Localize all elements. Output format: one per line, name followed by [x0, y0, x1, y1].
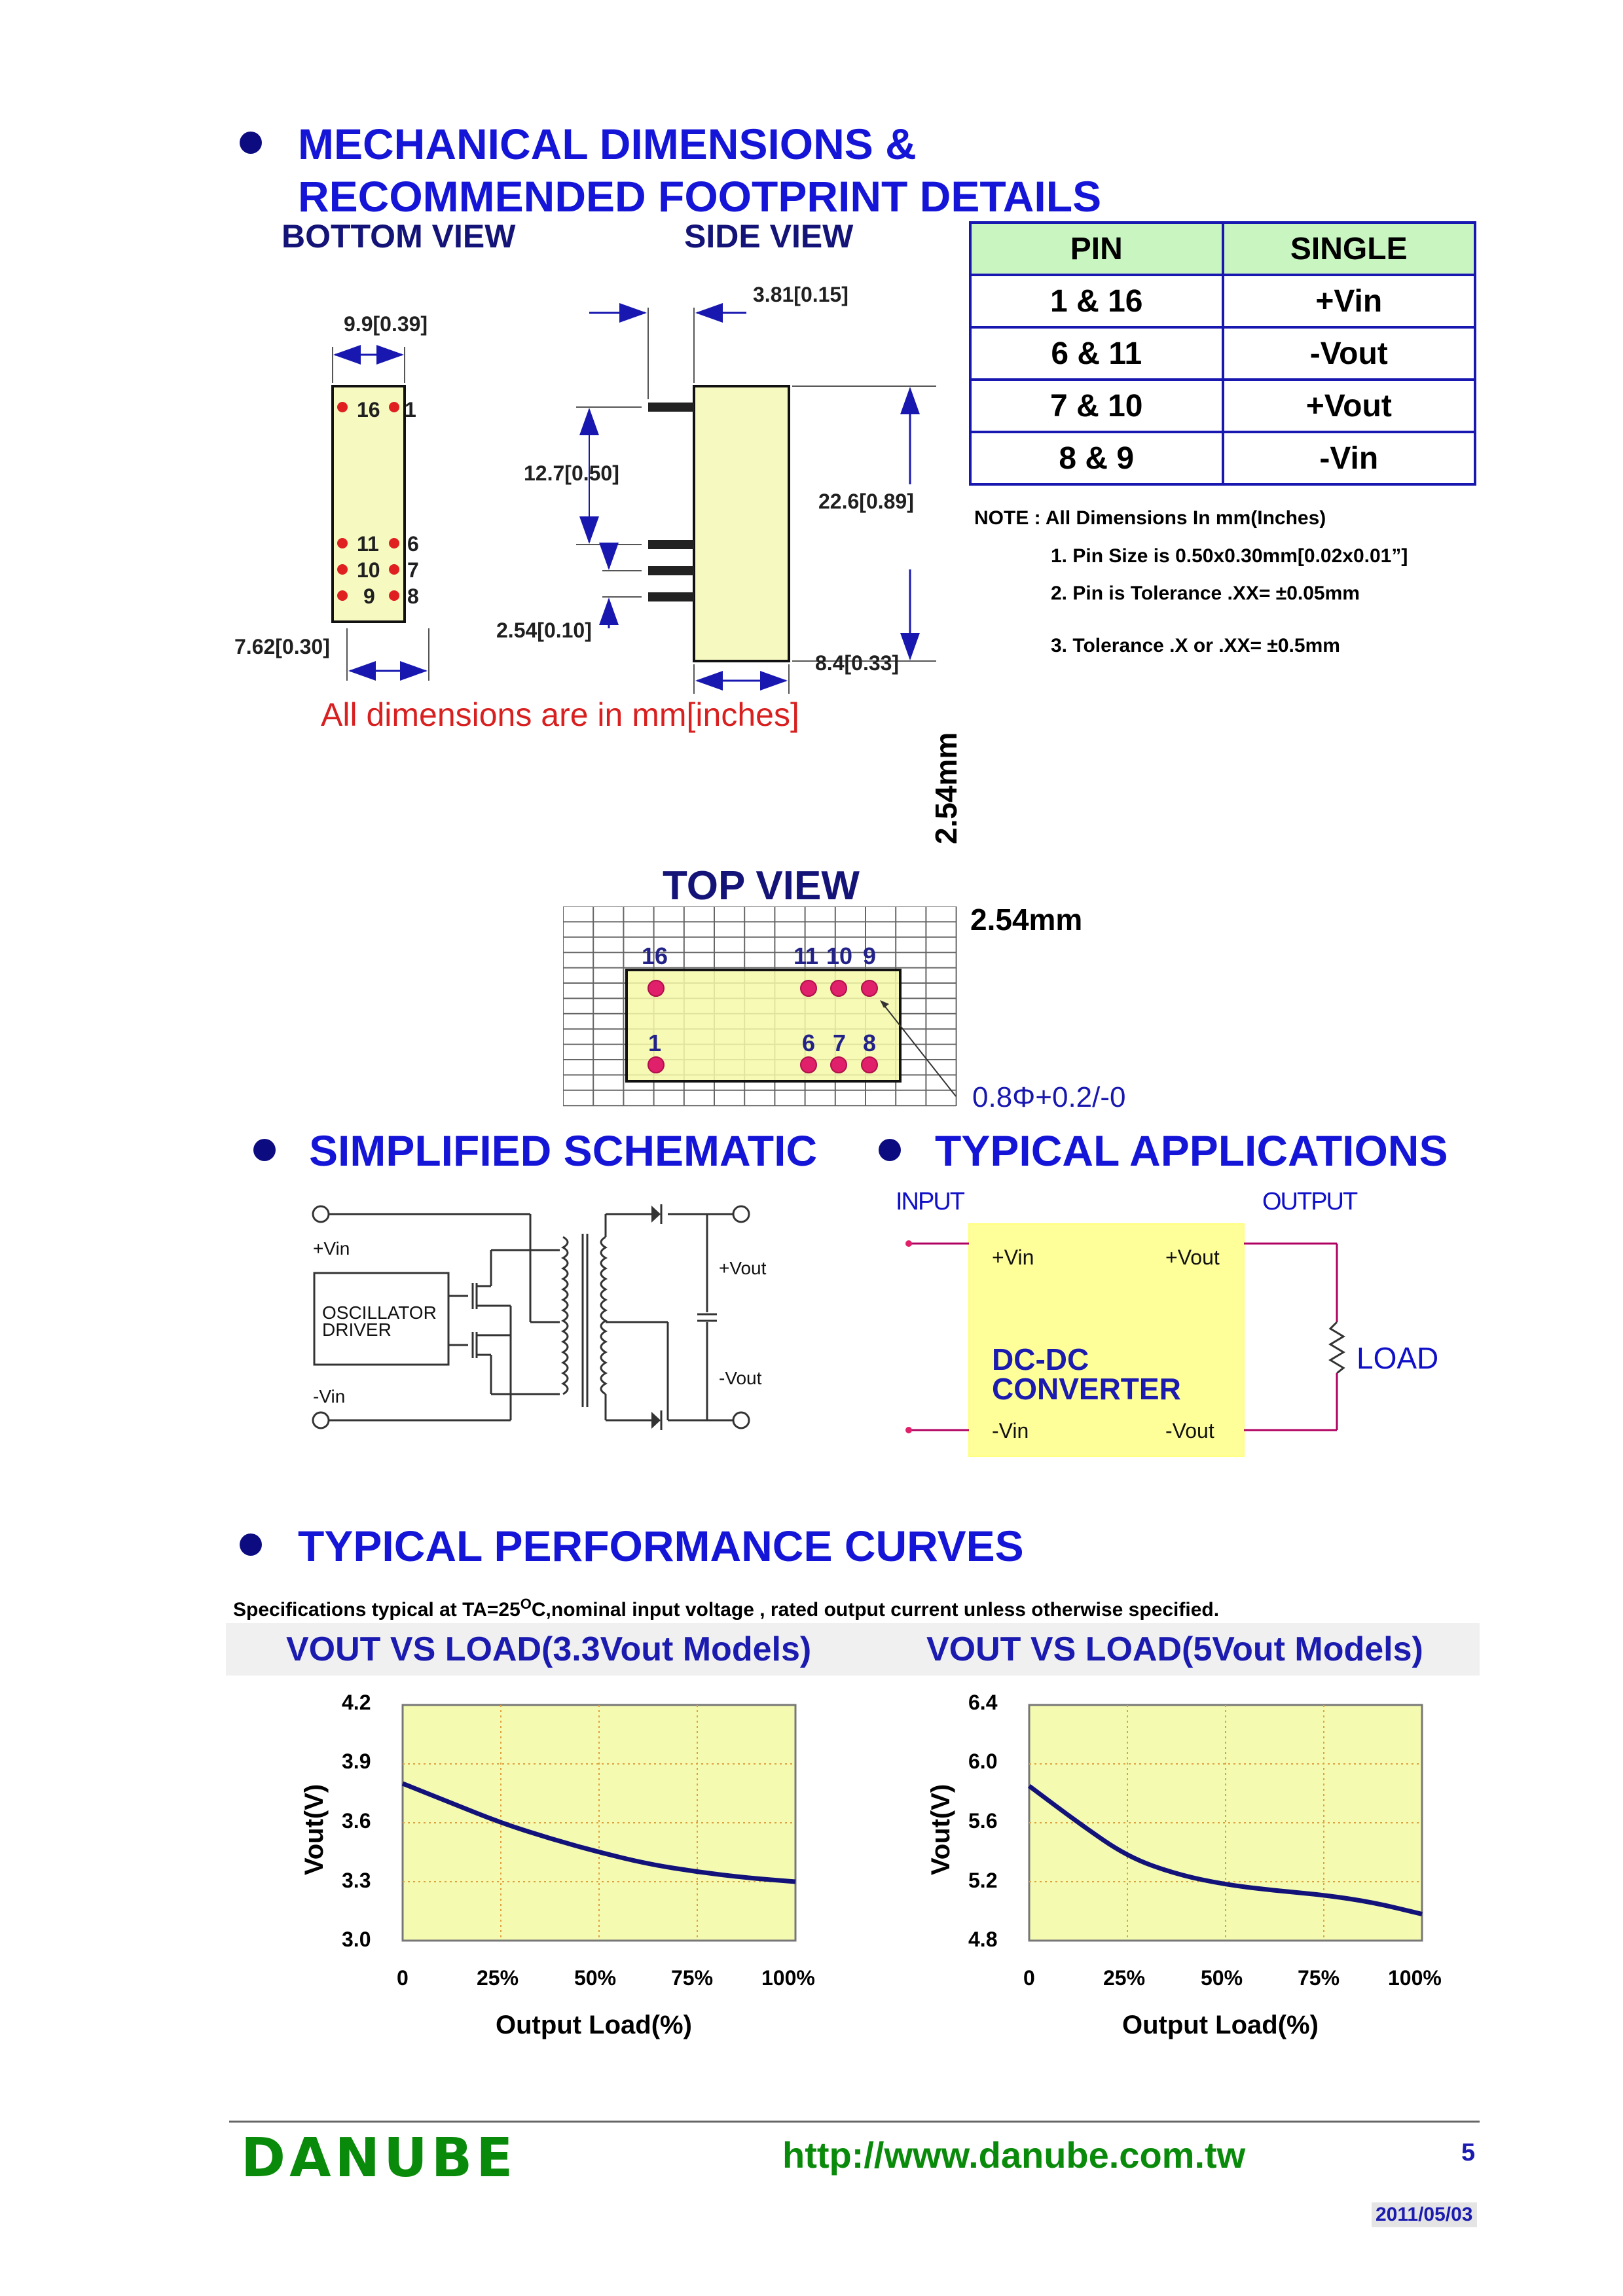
- spec-conditions: [233, 1596, 1219, 1621]
- bottom-pin-11: 11: [357, 532, 379, 556]
- footer-rule: [229, 2121, 1480, 2123]
- pin-cell: 6 & 11: [970, 327, 1223, 380]
- mechanical-heading-line1: MECHANICAL DIMENSIONS &: [298, 120, 917, 168]
- single-header: SINGLE: [1223, 223, 1476, 275]
- note-title: NOTE : All Dimensions In mm(Inches): [974, 507, 1326, 529]
- function-cell: +Vout: [1223, 380, 1476, 432]
- chart1-xtick: 50%: [574, 1966, 617, 1990]
- units-note: All dimensions are in mm[inches]: [321, 696, 799, 733]
- top-pin-7: 7: [833, 1030, 847, 1056]
- bottom-pin-16: 16: [357, 398, 380, 422]
- app-vout-neg: -Vout: [1165, 1419, 1214, 1443]
- pin-cell: 1 & 16: [970, 275, 1223, 327]
- page-number: 5: [1461, 2139, 1476, 2166]
- website-link[interactable]: http://www.danube.com.tw: [782, 2134, 1246, 2176]
- chart1-ytick: 3.3: [342, 1869, 371, 1892]
- app-vin-pos: +Vin: [992, 1246, 1034, 1269]
- schematic-vin-pos: +Vin: [313, 1238, 350, 1259]
- revision-date: 2011/05/03: [1372, 2202, 1477, 2227]
- spec-degree: O: [520, 1596, 532, 1612]
- mechanical-heading-line2: RECOMMENDED FOOTPRINT DETAILS: [298, 172, 1102, 221]
- chart2-ytick: 6.0: [968, 1749, 998, 1773]
- application-drawing: [903, 1217, 1349, 1460]
- chart2-title: VOUT VS LOAD(5Vout Models): [926, 1630, 1423, 1668]
- chart2-xlabel: Output Load(%): [1122, 2011, 1319, 2039]
- chart1-plot: [399, 1702, 799, 1944]
- bottom-pin-9: 9: [363, 584, 375, 608]
- note-1: 1. Pin Size is 0.50x0.30mm[0.02x0.01”]: [1051, 545, 1408, 567]
- bottom-pin-6: 6: [407, 532, 419, 556]
- pin-cell: 8 & 9: [970, 432, 1223, 484]
- top-pin-10: 10: [826, 942, 853, 969]
- chart1-xtick: 75%: [671, 1966, 714, 1990]
- note-2: 2. Pin is Tolerance .XX= ±0.05mm: [1051, 583, 1360, 604]
- dim-pin-span: 12.7[0.50]: [524, 461, 619, 485]
- dim-pin-spacing: 7.62[0.30]: [234, 635, 330, 658]
- spec-prefix: Specifications typical at TA=25: [233, 1599, 520, 1621]
- chart2-ytick: 4.8: [968, 1928, 998, 1951]
- top-pin-11: 11: [793, 942, 819, 969]
- dim-width-bottom: 9.9[0.39]: [344, 312, 428, 336]
- chart2-ytick: 5.6: [968, 1809, 998, 1833]
- heading-bullet: [253, 1139, 276, 1161]
- bottom-pin-10: 10: [357, 558, 380, 582]
- chart1-xtick: 0: [397, 1966, 409, 1990]
- chart1-xtick: 25%: [477, 1966, 519, 1990]
- side-view-label: SIDE VIEW: [684, 218, 854, 255]
- schematic-vin-neg: -Vin: [313, 1386, 346, 1407]
- bottom-pin-7: 7: [407, 558, 419, 582]
- function-cell: -Vout: [1223, 327, 1476, 380]
- pin-table: [969, 221, 1476, 486]
- side-view-pins: [648, 403, 694, 601]
- bottom-view-label: BOTTOM VIEW: [282, 218, 516, 255]
- chart1-ytick: 3.6: [342, 1809, 371, 1833]
- load-label: LOAD: [1357, 1341, 1439, 1375]
- top-pin-16: 16: [642, 942, 668, 969]
- schematic-vout-pos: +Vout: [719, 1258, 767, 1278]
- app-vin-neg: -Vin: [992, 1419, 1029, 1443]
- spec-suffix: C,nominal input voltage , rated output current unless otherwise specified.: [531, 1599, 1220, 1621]
- dim-pitch: 2.54[0.10]: [496, 619, 592, 642]
- top-pin-6: 6: [802, 1030, 816, 1056]
- heading-bullet: [240, 132, 262, 154]
- top-view-grid: [563, 906, 966, 1122]
- chart2-ytick: 5.2: [968, 1869, 998, 1892]
- chart2-xtick: 50%: [1201, 1966, 1243, 1990]
- function-cell: +Vin: [1223, 275, 1476, 327]
- converter-label-2: CONVERTER: [992, 1372, 1181, 1406]
- top-pin-9: 9: [863, 942, 877, 969]
- chart2-xtick: 25%: [1103, 1966, 1146, 1990]
- hole-size: 0.8Φ+0.2/-0: [972, 1081, 1126, 1113]
- side-view-body: [694, 386, 789, 661]
- heading-bullet: [240, 1534, 262, 1556]
- chart1-ytick: 3.9: [342, 1749, 371, 1773]
- pin-table-header: [970, 223, 1475, 275]
- applications-heading: TYPICAL APPLICATIONS: [935, 1126, 1448, 1175]
- chart2-xtick: 100%: [1388, 1966, 1442, 1990]
- dim-height: 22.6[0.89]: [818, 490, 914, 513]
- chart2-ylabel: Vout(V): [926, 1784, 955, 1875]
- table-row: [970, 327, 1475, 380]
- schematic-vout-neg: -Vout: [719, 1368, 762, 1388]
- app-input-label: INPUT: [896, 1188, 964, 1215]
- converter-label-1: DC-DC: [992, 1342, 1089, 1376]
- chart1-xlabel: Output Load(%): [496, 2011, 692, 2039]
- function-cell: -Vin: [1223, 432, 1476, 484]
- chart2-plot: [1026, 1702, 1425, 1944]
- top-view-title: TOP VIEW: [663, 863, 860, 908]
- table-row: [970, 380, 1475, 432]
- bottom-pin-1: 1: [405, 398, 416, 422]
- schematic-heading: SIMPLIFIED SCHEMATIC: [309, 1126, 818, 1175]
- grid-pitch-horizontal: 2.54mm: [970, 903, 1083, 937]
- chart2-ytick: 6.4: [968, 1691, 998, 1714]
- performance-heading: TYPICAL PERFORMANCE CURVES: [298, 1522, 1024, 1570]
- grid-pitch-vertical: 2.54mm: [929, 732, 963, 844]
- pin-cell: 7 & 10: [970, 380, 1223, 432]
- heading-bullet: [879, 1139, 901, 1161]
- top-view-outline: [627, 970, 900, 1081]
- app-output-label: OUTPUT: [1262, 1188, 1357, 1215]
- chart1-ylabel: Vout(V): [300, 1784, 329, 1875]
- chart1-title: VOUT VS LOAD(3.3Vout Models): [286, 1630, 812, 1668]
- chart1-xtick: 100%: [761, 1966, 815, 1990]
- bottom-pin-8: 8: [407, 584, 419, 608]
- danube-logo: DANUBE: [241, 2127, 517, 2189]
- table-row: [970, 432, 1475, 484]
- chart1-ytick: 3.0: [342, 1928, 371, 1951]
- chart2-xtick: 0: [1023, 1966, 1035, 1990]
- chart1-ytick: 4.2: [342, 1691, 371, 1714]
- oscillator-label: OSCILLATOR: [322, 1302, 437, 1323]
- top-pin-8: 8: [863, 1030, 877, 1056]
- chart2-xtick: 75%: [1298, 1966, 1340, 1990]
- dim-thickness: 8.4[0.33]: [815, 651, 900, 675]
- pin-header: PIN: [970, 223, 1223, 275]
- app-vout-pos: +Vout: [1165, 1246, 1220, 1269]
- dim-pin-length: 3.81[0.15]: [753, 283, 848, 306]
- note-3: 3. Tolerance .X or .XX= ±0.5mm: [1051, 635, 1340, 656]
- top-pin-1: 1: [648, 1030, 662, 1056]
- driver-label: DRIVER: [322, 1319, 392, 1340]
- table-row: [970, 275, 1475, 327]
